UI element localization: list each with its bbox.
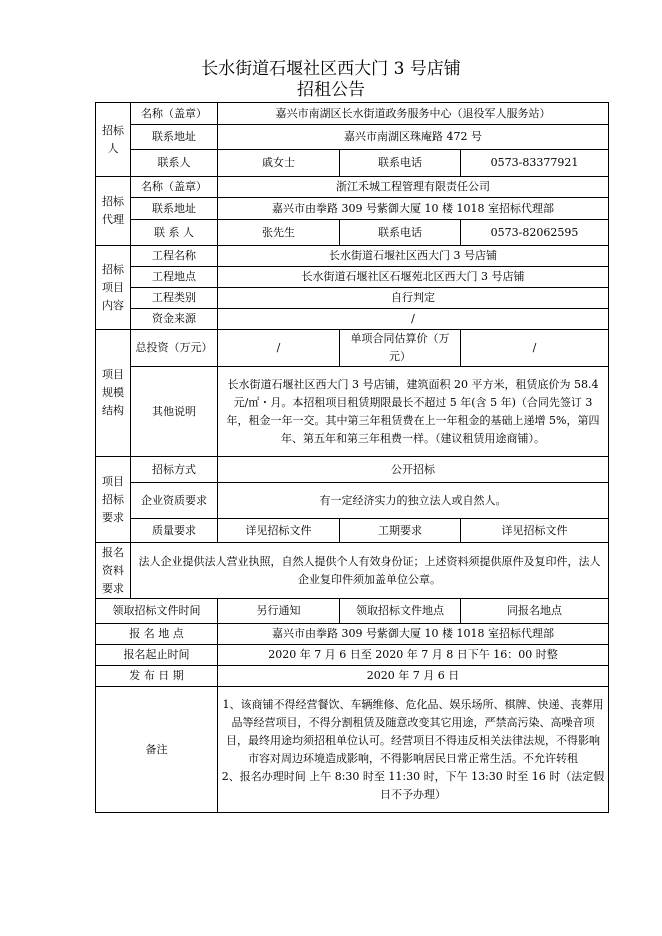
publish-value: 2020 年 7 月 6 日: [218, 666, 609, 687]
project-type-value: 自行判定: [218, 288, 609, 309]
reg-period-value: 2020 年 7 月 6 日至 2020 年 7 月 8 日下午 16：00 时整: [218, 645, 609, 666]
project-location-label: 工程地点: [131, 267, 218, 288]
tenderer-name-label: 名称（盖章）: [131, 103, 218, 125]
project-fund-label: 资金来源: [131, 309, 218, 330]
req-method-row: [96, 457, 609, 483]
project-name-value: 长水街道石堰社区西大门 3 号店铺: [218, 246, 609, 267]
remarks-content: [218, 687, 609, 813]
reg-place-row: [96, 624, 609, 645]
agent-name-label: 名称（盖章）: [131, 177, 218, 198]
tenderer-name-value: 嘉兴市南湖区长水街道政务服务中心（退役军人服务站）: [218, 103, 609, 125]
agent-address-row: [96, 198, 609, 220]
remarks-row: [96, 687, 609, 813]
req-quality-row: [96, 519, 609, 543]
doc-place-label: 领取招标文件地点: [340, 599, 461, 624]
scale-contract-value: /: [461, 330, 609, 367]
tenderer-phone-label: 联系电话: [340, 150, 461, 177]
remarks-label: 备注: [96, 687, 218, 813]
scale-investment-value: /: [218, 330, 340, 367]
agent-contact-row: [96, 220, 609, 246]
req-method-label: 招标方式: [131, 457, 218, 483]
req-qualification-row: [96, 483, 609, 519]
tenderer-section-label: 招标人: [96, 103, 131, 177]
agent-phone-label: 联系电话: [340, 220, 461, 246]
req-quality-label: 质量要求: [131, 519, 218, 543]
scale-contract-label: 单项合同估算价（万元）: [340, 330, 461, 367]
tenderer-address-label: 联系地址: [131, 125, 218, 150]
remarks-item-2: 2、报名办理时间 上午 8:30 时至 11:30 时，下午 13:30 时至 16 时（法定假日不予办理）: [221, 769, 605, 801]
project-location-row: [96, 267, 609, 288]
agent-phone-value: 0573-82062595: [461, 220, 609, 246]
req-period-label: 工期要求: [340, 519, 461, 543]
project-type-row: [96, 288, 609, 309]
tenderer-contact-label: 联系人: [131, 150, 218, 177]
doc-time-label: 领取招标文件时间: [96, 599, 218, 624]
project-name-label: 工程名称: [131, 246, 218, 267]
scale-other-row: [96, 367, 609, 457]
reg-place-value: 嘉兴市由拳路 309 号紫御大厦 10 楼 1018 室招标代理部: [218, 624, 609, 645]
materials-section-label: 报名资料要求: [96, 543, 131, 599]
scale-section-label: 项目规模结构: [96, 330, 131, 457]
publish-row: [96, 666, 609, 687]
req-qualification-value: 有一定经济实力的独立法人或自然人。: [218, 483, 609, 519]
req-method-value: 公开招标: [218, 457, 609, 483]
materials-row: [96, 543, 609, 599]
tenderer-name-row: [96, 103, 609, 125]
req-qualification-label: 企业资质要求: [131, 483, 218, 519]
scale-investment-label: 总投资（万元）: [131, 330, 218, 367]
project-fund-value: /: [218, 309, 609, 330]
project-name-row: [96, 246, 609, 267]
remarks-item-1: 1、该商铺不得经营餐饮、车辆维修、危化品、娱乐场所、棋牌、快递、丧葬用品等经营项目，不得分割租赁及随意改变其它用途，严禁高污染、高噪音项目，最终用途均须招租单位认可。经营项目不得违反相关法律法规，不得影响市容对周边环境造成影响，不得影响居民日常正常生活。不允许转租: [222, 697, 604, 765]
agent-address-label: 联系地址: [131, 198, 218, 220]
project-fund-row: [96, 309, 609, 330]
document-title: 长水街道石堰社区西大门 3 号店铺: [201, 59, 461, 79]
reg-period-row: [96, 645, 609, 666]
req-quality-value: 详见招标文件: [218, 519, 340, 543]
agent-contact-label: 联 系 人: [131, 220, 218, 246]
reg-place-label: 报 名 地 点: [96, 624, 218, 645]
doc-place-value: 同报名地点: [461, 599, 609, 624]
tenderer-address-row: [96, 125, 609, 150]
tenderer-address-value: 嘉兴市南湖区珠庵路 472 号: [218, 125, 609, 150]
project-section-label: 招标项目内容: [96, 246, 131, 330]
doc-collect-row: [96, 599, 609, 624]
doc-time-value: 另行通知: [218, 599, 340, 624]
project-location-value: 长水街道石堰社区石堰苑北区西大门 3 号店铺: [218, 267, 609, 288]
publish-label: 发 布 日 期: [96, 666, 218, 687]
materials-value: 法人企业提供法人营业执照，自然人提供个人有效身份证；上述资料须提供原件及复印件，法人企业复印件须加盖单位公章。: [131, 543, 609, 599]
document-subtitle: 招租公告: [297, 80, 365, 100]
tenderer-phone-value: 0573-83377921: [461, 150, 609, 177]
agent-contact-value: 张先生: [218, 220, 340, 246]
agent-name-value: 浙江禾城工程管理有限责任公司: [218, 177, 609, 198]
tenderer-contact-row: [96, 150, 609, 177]
scale-other-label: 其他说明: [131, 367, 218, 457]
scale-other-value: 长水街道石堰社区西大门 3 号店铺，建筑面积 20 平方米，租赁底价为 58.4 元/㎡・月。本招租项目租赁期限最长不超过 5 年(含 5 年)（合同先签订 3 年，租金一年一交。其中第三年租赁费在上一年租金的基础上递增 5%，第四年、第五年和第三年租费一样。（建议租赁用途商铺）。: [218, 367, 609, 457]
reg-period-label: 报名起止时间: [96, 645, 218, 666]
agent-name-row: [96, 177, 609, 198]
scale-investment-row: [96, 330, 609, 367]
requirements-section-label: 项目招标要求: [96, 457, 131, 543]
project-type-label: 工程类别: [131, 288, 218, 309]
req-period-value: 详见招标文件: [461, 519, 609, 543]
agent-section-label: 招标代理: [96, 177, 131, 246]
agent-address-value: 嘉兴市由拳路 309 号紫御大厦 10 楼 1018 室招标代理部: [218, 198, 609, 220]
notice-table: [95, 102, 609, 813]
tenderer-contact-value: 戚女士: [218, 150, 340, 177]
